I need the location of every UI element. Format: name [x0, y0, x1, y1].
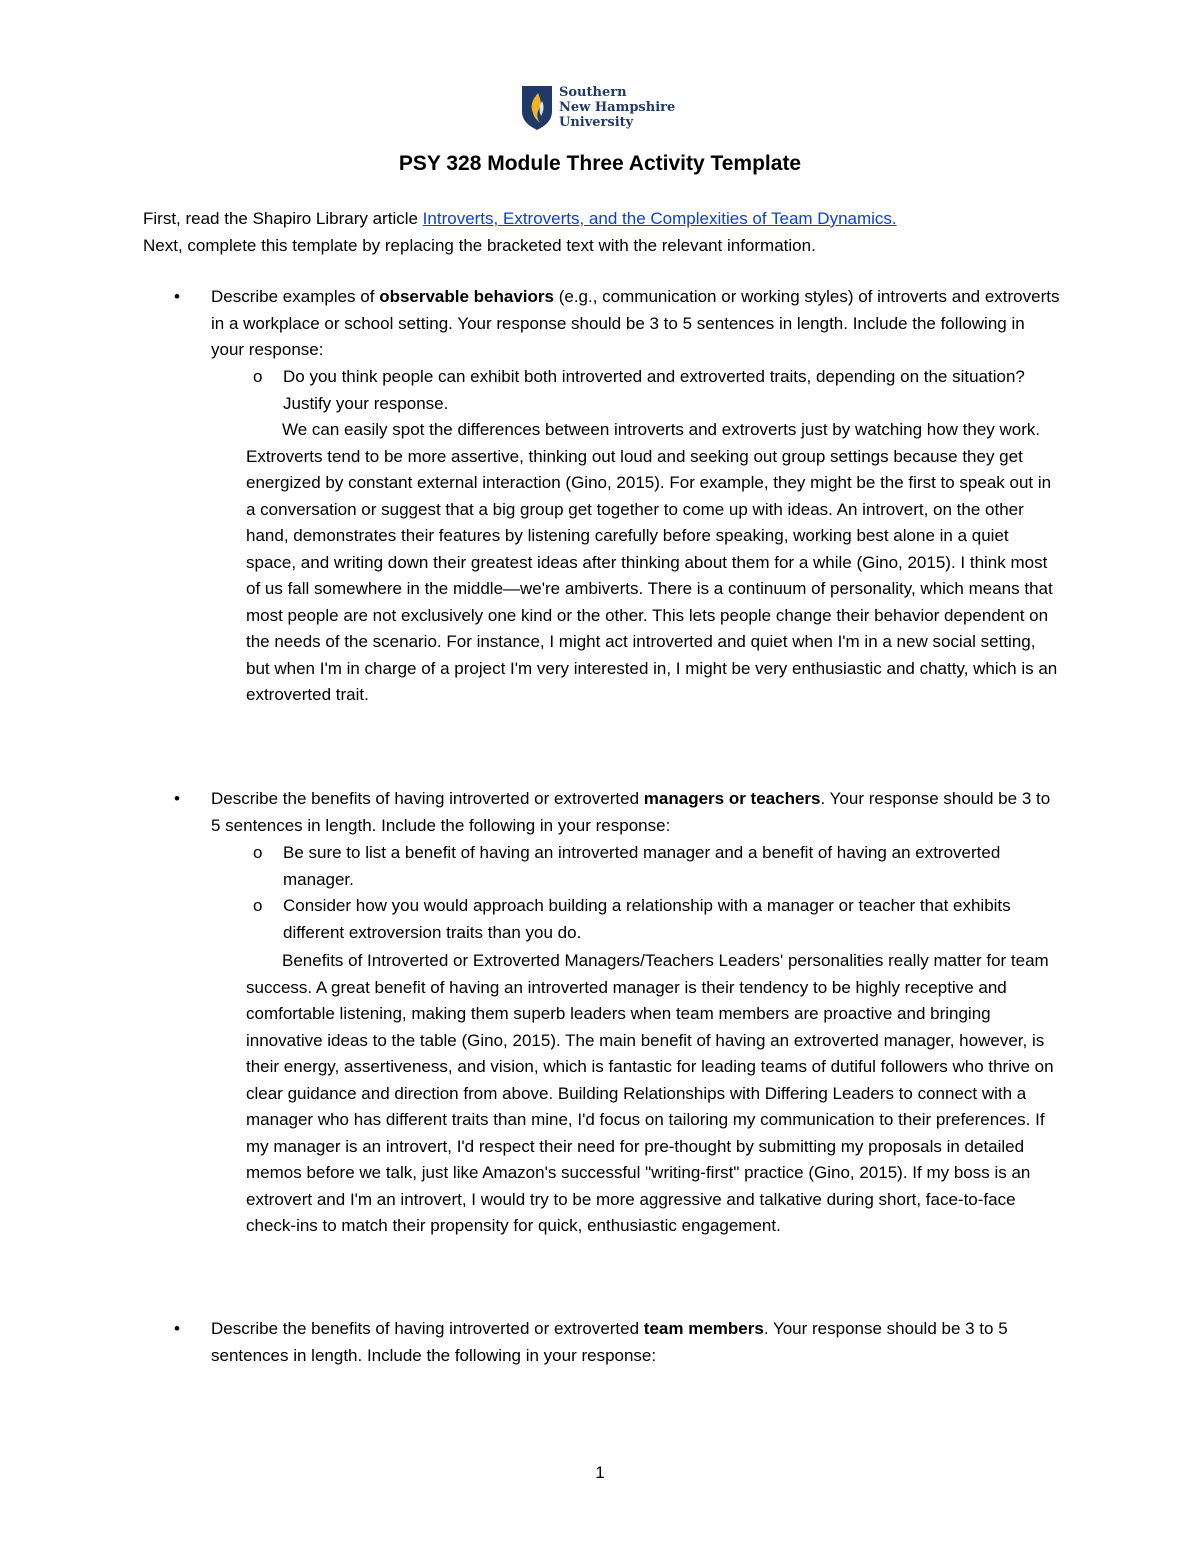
section-1-prompt: Describe examples of observable behaviors (e.g., communication or working styles) of introverts and extroverts in a workplace or school setting. Your response should be 3 to 5 sentences in length. Include the following in your response:: [211, 287, 1060, 359]
section-1-keyword: observable behaviors: [379, 287, 554, 306]
sub-bullet-icon: o: [253, 367, 263, 386]
logo-line-2: New Hampshire: [559, 100, 676, 115]
section-1-answer: We can easily spot the differences between introverts and extroverts just by watching how they work. Extroverts tend to be more assertive, thinking out loud and seeking out group settings because they get energized by constant external interaction (Gino, 2015). For example, they might be the first to speak out in a conversation or suggest that a big group get together to come up with ideas. An introvert, on the other hand, demonstrates their features by listening carefully before speaking, working best alone in a quiet space, and writing down their greatest ideas after thinking about them for a while (Gino, 2015). I think most of us fall somewhere in the middle—we're ambiverts. There is a continuum of personality, which means that most people are not exclusively one kind or the other. This lets people change their behavior dependent on the needs of the scenario. For instance, I might act introverted and quiet when I'm in a new social setting, but when I'm in charge of a project I'm very interested in, I might be very enthusiastic and chatty, which is an extroverted trait.: [246, 420, 1058, 704]
section-3-keyword: team members: [643, 1319, 764, 1338]
section-1-subpoint-1: Do you think people can exhibit both introverted and extroverted traits, depending on the situation? Justify your response.: [283, 367, 1025, 413]
page-title: PSY 328 Module Three Activity Template: [398, 152, 802, 175]
intro-text: First, read the Shapiro Library article: [143, 209, 423, 228]
page-number: 1: [595, 1463, 605, 1482]
section-2-prompt: Describe the benefits of having introverted or extroverted managers or teachers. Your response should be 3 to 5 sentences in length. Include the following in your response:: [211, 789, 1051, 835]
section-2-answer: Benefits of Introverted or Extroverted Managers/Teachers Leaders' personalities really matter for team success. A great benefit of having an introverted manager is their tendency to be highly receptive and comfortable listening, making them superb leaders when team members are proactive and bringing innovative ideas to the table (Gino, 2015). The main benefit of having an extroverted manager, however, is their energy, assertiveness, and vision, which is fantastic for leading teams of dutiful followers who thrive on clear guidance and direction from above. Building Relationships with Differing Leaders to connect with a manager who has different traits than mine, I'd focus on tailoring my communication to their preferences. If my manager is an introvert, I'd respect their need for pre-thought by submitting my proposals in detailed memos before we talk, just like Amazon's successful "writing-first" practice (Gino, 2015). If my boss is an extrovert and I'm an introvert, I would try to be more aggressive and talkative during short, face-to-face check-ins to match their propensity for quick, enthusiastic engagement.: [246, 951, 1054, 1235]
section-2-keyword: managers or teachers: [643, 789, 821, 808]
sub-bullet-icon: o: [253, 896, 263, 915]
section-3-prompt: Describe the benefits of having introverted or extroverted team members. Your response should be 3 to 5 sentences in length. Include the following in your response:: [211, 1319, 1008, 1365]
logo-wordmark: [559, 85, 675, 130]
snhu-logo: [521, 85, 691, 133]
article-link[interactable]: Introverts, Extroverts, and the Complexities of Team Dynamics.: [422, 209, 897, 228]
bullet-icon: •: [174, 1319, 180, 1338]
section-2-subpoint-1: Be sure to list a benefit of having an introverted manager and a benefit of having an extroverted manager.: [283, 843, 1001, 889]
intro-line-1: [143, 206, 1063, 233]
intro-paragraph: [143, 206, 1063, 259]
bullet-icon: •: [174, 789, 180, 808]
logo-line-1: Southern: [559, 85, 627, 100]
sub-bullet-icon: o: [253, 843, 263, 862]
section-2-subpoint-2: Consider how you would approach building a relationship with a manager or teacher that exhibits different extroversion traits than you do.: [283, 896, 1011, 942]
logo-line-3: University: [559, 115, 634, 130]
shield-flame-icon: [521, 85, 553, 131]
intro-line-2: Next, complete this template by replacing the bracketed text with the relevant information.: [143, 235, 816, 255]
bullet-icon: •: [174, 287, 180, 306]
